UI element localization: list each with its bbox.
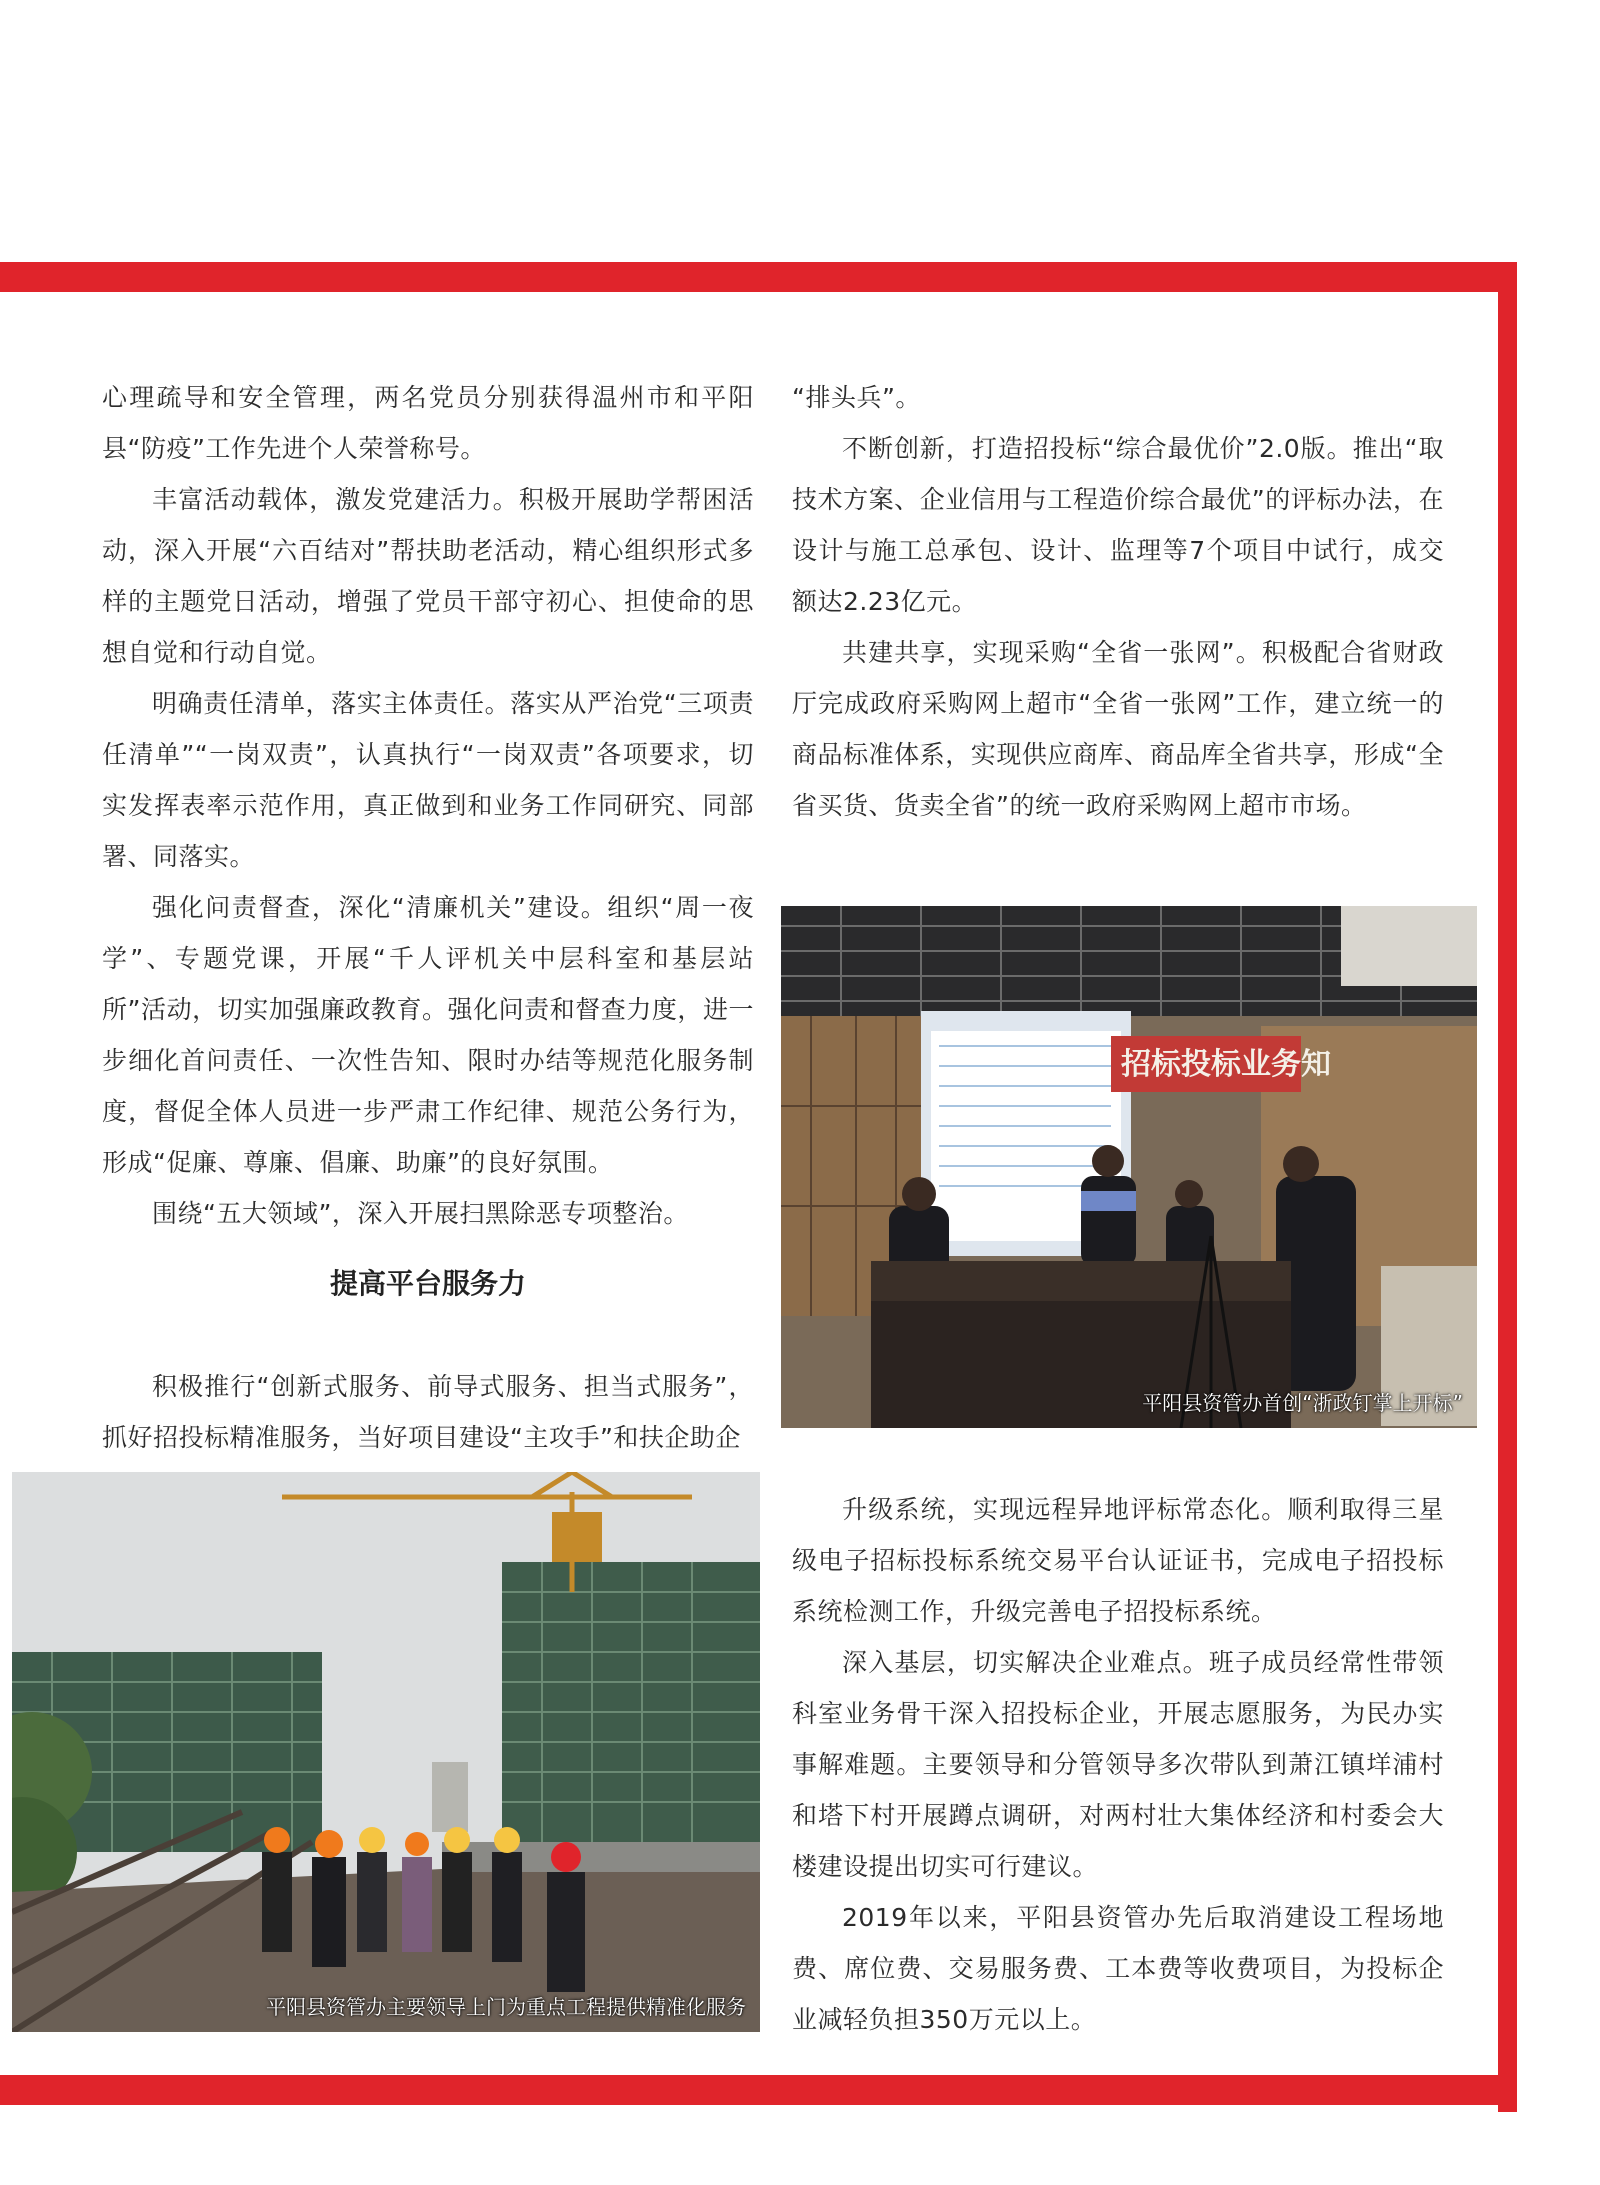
paragraph: 深入基层，切实解决企业难点。班子成员经常性带领科室业务骨干深入招投标企业，开展志愿服务，为民办实事解难题。主要领导和分管领导多次带队到萧江镇垟浦村和塔下村开展蹲点调研，对两村壮大集体经济和村委会大楼建设提出切实可行建议。 [792,1648,1444,1881]
paragraph: 强化问责督查，深化“清廉机关”建设。组织“周一夜学”、专题党课，开展“千人评机关中层科室和基层站所”活动，切实加强廉政教育。强化问责和督查力度，进一步细化首问责任、一次性告知、限时办结等规范化服务制度，督促全体人员进一步严肃工作纪律、规范公务行为，形成“促廉、尊廉、倡廉、助廉”的良好氛围。 [102,893,754,1177]
tender-hall-photo [781,906,1477,1428]
photo-caption: 平阳县资管办首创“浙政钉掌上开标” [1142,1391,1463,1415]
red-frame-bottom [0,2075,1517,2105]
red-frame-right [1498,262,1517,2112]
paragraph: 积极推行“创新式服务、前导式服务、担当式服务”，抓好招投标精准服务，当好项目建设“主攻手”和扶企助企 [102,1372,754,1452]
paragraph: 丰富活动载体，激发党建活力。积极开展助学帮困活动，深入开展“六百结对”帮扶助老活动，精心组织形式多样的主题党日活动，增强了党员干部守初心、担使命的思想自觉和行动自觉。 [102,485,754,667]
banner-text: 招标投标业务知 [1121,1047,1331,1082]
construction-site-illustration [12,1472,760,2032]
tender-hall-illustration [781,906,1477,1428]
paragraph: 围绕“五大领域”，深入开展扫黑除恶专项整治。 [152,1199,689,1228]
paragraph: 共建共享，实现采购“全省一张网”。积极配合省财政厅完成政府采购网上超市“全省一张网”工作，建立统一的商品标准体系，实现供应商库、商品库全省共享，形成“全省买货、货卖全省”的统一政府采购网上超市市场。 [792,638,1444,820]
left-column-top [102,372,754,1239]
paragraph: “排头兵”。 [792,383,921,412]
paragraph: 明确责任清单，落实主体责任。落实从严治党“三项责任清单”“一岗双责”，认真执行“一岗双责”各项要求，切实发挥表率示范作用，真正做到和业务工作同研究、同部署、同落实。 [102,689,754,871]
right-column-bottom [792,1484,1444,2045]
red-frame-top [0,262,1517,292]
paragraph: 不断创新，打造招投标“综合最优价”2.0版。推出“取技术方案、企业信用与工程造价综合最优”的评标办法，在设计与施工总承包、设计、监理等7个项目中试行，成交额达2.23亿元。 [792,434,1444,616]
paragraph: 2019年以来，平阳县资管办先后取消建设工程场地费、席位费、交易服务费、工本费等收费项目，为投标企业减轻负担350万元以上。 [792,1903,1444,2034]
left-column-middle [102,1361,754,1463]
section-heading: 提高平台服务力 [329,1267,526,1300]
photo-caption: 平阳县资管办主要领导上门为重点工程提供精准化服务 [266,1995,746,2019]
paragraph: 心理疏导和安全管理，两名党员分别获得温州市和平阳县“防疫”工作先进个人荣誉称号。 [102,383,754,463]
paragraph: 升级系统，实现远程异地评标常态化。顺利取得三星级电子招标投标系统交易平台认证证书，完成电子招投标系统检测工作，升级完善电子招投标系统。 [792,1495,1444,1626]
right-column-top [792,372,1444,831]
construction-site-photo [12,1472,760,2032]
